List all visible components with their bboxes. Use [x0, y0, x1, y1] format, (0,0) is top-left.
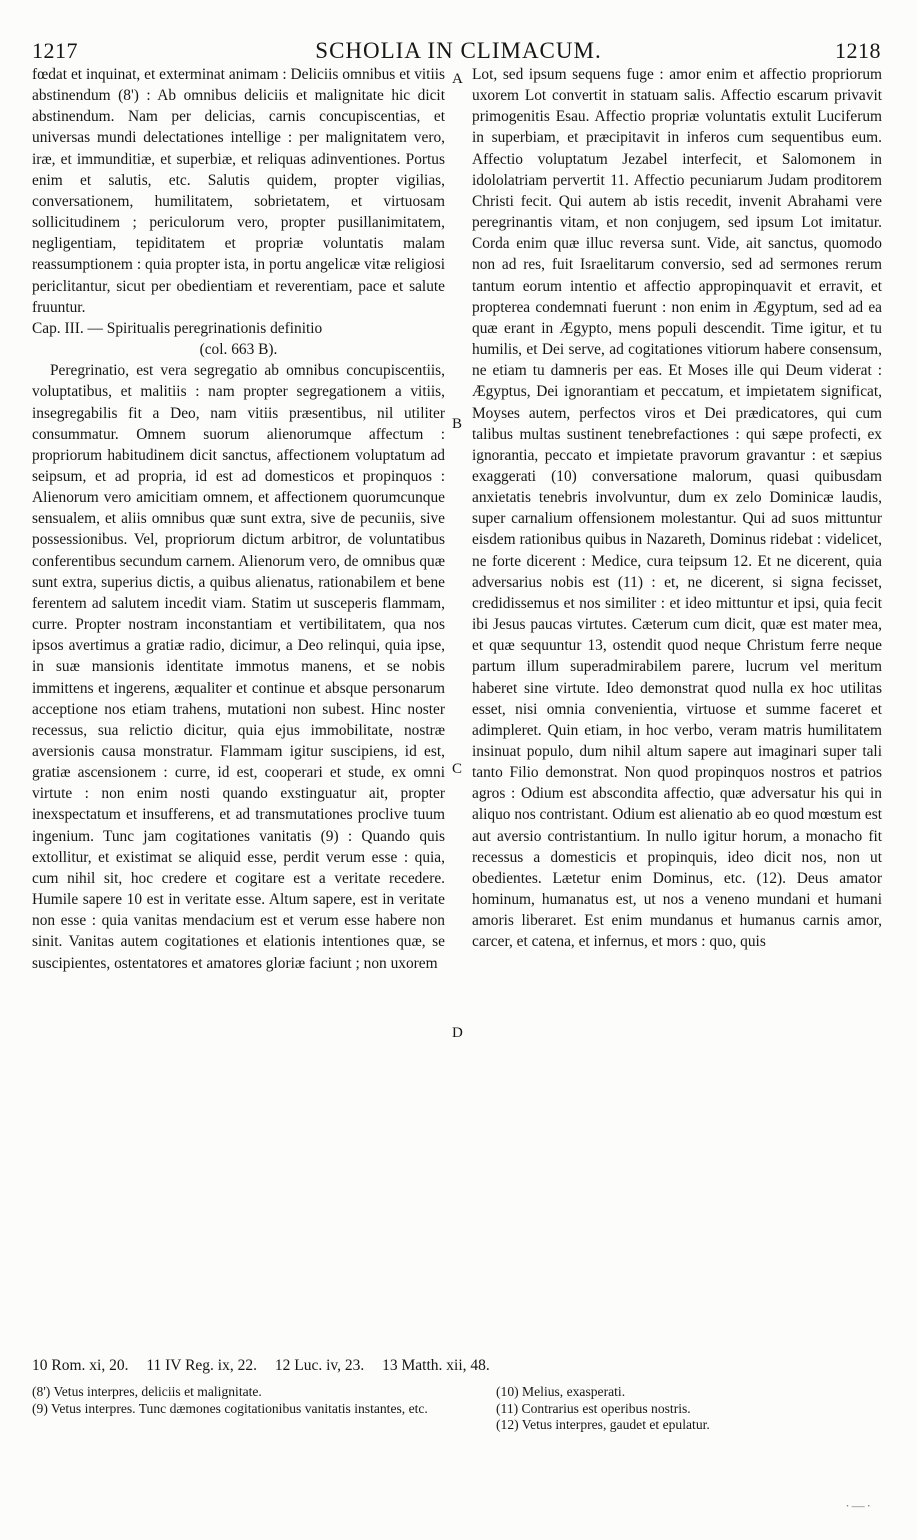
left-paragraph-2: Peregrinatio, est vera segregatio ab omnibus concupiscentiis, voluptatibus, et malitiis : nam propter segregationem a vitiis, insegregabilis fit a Deo, nam vitiis præsentibus, nil utiliter consummatur. Omnem suorum alienorumque affectum : propriorum habitudinem dicit sanctus, affectionem voluptatum ad seipsum, et ad propria, id est ad domesticos et propinquos : Alienorum vero amicitiam omnem, et affectionem quorumcunque sensualem, et aliis omnibus quæ sunt extra, sive de pecuniis, sive possessionibus. Vel, propriorum dictum arbitror, de voluntatibus conferentibus secundum carnem. Alienorum vero, de omnibus quæ sunt extra, superius dictis, a quibus alienatus, rationabilem et bene ferentem ad salutem incedit viam. Statim ut susceperis flammam, curre. Propter nostram inconstantiam et vertibilitatem, qua nos ipsos avertimus a gratiæ radio, dicimur, a Deo relinqui, quia ipse, in suæ mansionis identitate immotus manens, et se nobis immittens et ingerens, æqualiter et continue et absque personarum acceptione nos etiam trahens, mutationi non subest. Hinc noster recessus, sua relictio dicitur, quia ejus immobilitate, nostræ aversionis causa monstratur. Flammam igitur suscipiens, id est, gratiæ ascensionem : curre, id est, cooperari et stude, ex omni virtute : non enim nosti quando exstinguatur ait, propter inexspectatum et insufferens, et ad transmutationes proclive tuum ingenium. Tunc jam cogitationes vanitatis (9) : Quando quis extollitur, et existimat se aliquid esse, perdit verum esse : quia, cum nihil sit, hoc credere et cogitare est a veritate recedere. Humile sapere 10 est in veritate esse. Altum sapere, est in veritate non esse : quia vanitas mendacium est et verum esse habere non sinit. Vanitas autem cogitationes et elationis intentiones quæ, se suscipientes, ostentatores et amatores gloriæ faciunt ; non uxorem [32, 362, 445, 972]
page-number-left: 1217 [32, 38, 78, 63]
scripture-ref: 10 Rom. xi, 20. [32, 1357, 129, 1374]
margin-letter-a: A [452, 71, 463, 87]
scratch-mark: ·—· [845, 1498, 873, 1513]
left-paragraph-1: fœdat et inquinat, et exterminat animam : Deliciis omnibus et vitiis abstinendum (8') : Ab omnibus deliciis et malignitate hic dicit abstinendum. Nam per delicias, carnis concupiscentias, et universas mundi delectationes intellige : per malignitatem vero, iræ, et immunditiæ, et superbiæ, et reliquas adinventiones. Portus enim et salutis, etc. Salutis quidem, propter vigilias, conversationem, humilitatem, sobrietatem, et virtuosam sollicitudinem ; periculorum vero, propter pusillanimitatem, negligentiam, tepiditatem et propriæ voluntatis malam reassumptionem : quia propter ista, in portu angelicæ vitæ religiosi periclitantur, sicut per obedientiam et reverentiam, pace et salute fruuntur. [32, 66, 445, 316]
footnote: (11) Contrarius est operibus nostris. [496, 1400, 691, 1416]
footnote: (10) Melius, exasperati. [496, 1384, 626, 1399]
right-paragraph-1: Lot, sed ipsum sequens fuge : amor enim et affectio propriorum uxorem Lot convertit in statuam salis. Affectio escarum privavit primogenitis Esau. Affectio propriæ voluntatis extulit Luciferum in superbiam, et præcipitavit in inferos cum sequentibus eum. Affectio voluptatum Jezabel interfecit, et Salomonem in idololatriam pervertit 11. Affectio pecuniarum Judam proditorem Christi fecit. Qui autem ab istis recedit, invenit Abrahami vere peregrinantis vitam, et non conjugem, sed ipsum Lot imitatur. Corda enim quæ illuc reversa sunt. Vide, ait sanctus, quomodo non ad res, fuit Israelitarum conversio, sed ad sermones rerum tantum eorum intentio et affectio appropinquavit et erravit, et propterea condemnati fuerunt : non enim in Ægyptum, sed ad ea quæ erant in Ægypto, mens populi descendit. Time igitur, et tu humilis, et Dei serve, ad cogitationes vitiorum habere consensum, ne etiam tu damneris per eas. Et Moses ille qui Deum viderat : Ægyptus, Dei ignorantiam et peccatum, et impietatem significat, Moyses autem, perfectos viros et Dei prædicatores, qui cum talibus multas sustinent tenebrefactiones : qui sæpe profecti, ex ignorantia, peccato et impietate pravorum gravantur : et sæpius exaggerati (10) conversatione malorum, quasi quibusdam anxietatis tenebris involvuntur, dum ex zelo Dominicæ laudis, super carnalium offensionem molestantur. Qui ad suos mittuntur eisdem rationibus quibus in Nazareth, Dominus ridebat : videlicet, ne forte dicerent : Medice, cura teipsum 12. Et ne dicerent, quia adversarius nobis est (11) : et, ne dicerent, si signa fecisset, credidissemus et nos similiter : et ideo mittuntur et ipsi, quia fecit ibi Jesus paucas virtutes. Cæterum cum dicit, quæ est mater mea, et quæ sequuntur 13, ostendit quod neque Christum ferre neque partum illum superadmirabilem parere, lucrum vel meritum haberet sine virtute. Ideo demonstrat quod nulla ex hoc utilitas esset, nisi omnia convenientia, virtuose et summe faceret et adimpleret. Quin etiam, in hoc verbo, veram matris humilitatem insinuat populo, dum nihil altum sapere aut imaginari super tali tanto Filio demonstrat. Non quod propinquos nostros et patrios agros : Odium est abscondita affectio, quæ adversatur his qui in aliquo nos contristant. Odium est alienatio ab eo quod mœstum est aut aversio contristantium. In nullo igitur horum, a monacho fit recessus a domesticis et propinquis, ideo dicit nos, non ut obedientes. Lætetur enim Dominus, etc. (12). Deus amator hominum, humanatus est, ut nos a veneno mundani et humani amoris liberaret. Est enim mundanus et humanus carnis amor, carcer, et catena, et infernus, et mors : quo, quis [472, 66, 882, 951]
scripture-references [32, 1355, 884, 1377]
footnotes-left [32, 1384, 452, 1417]
right-column [472, 64, 882, 1346]
margin-letter-b: B [452, 416, 463, 432]
footnote: (9) Vetus interpres. Tunc dæmones cogitationibus vanitatis instantes, etc. [32, 1400, 428, 1416]
running-title: SCHOLIA IN CLIMACUM. [315, 38, 602, 63]
chapter-title: Cap. III. — Spiritualis peregrinationis definitio [32, 319, 323, 337]
footnotes-right [496, 1384, 886, 1434]
scripture-ref: 13 Matth. xii, 48. [382, 1357, 490, 1374]
page-number-right: 1218 [835, 38, 881, 63]
left-column [32, 64, 445, 1346]
footnote: (8') Vetus interpres, deliciis et malignitate. [32, 1384, 262, 1399]
scripture-ref: 12 Luc. iv, 23. [274, 1357, 365, 1374]
footnote: (12) Vetus interpres, gaudet et epulatur. [496, 1417, 710, 1432]
scripture-ref: 11 IV Reg. ix, 22. [146, 1357, 257, 1374]
chapter-reference: (col. 663 B). [199, 341, 278, 359]
margin-letter-d: D [452, 1025, 463, 1041]
chapter-heading [32, 318, 445, 360]
margin-letter-c: C [452, 761, 463, 777]
